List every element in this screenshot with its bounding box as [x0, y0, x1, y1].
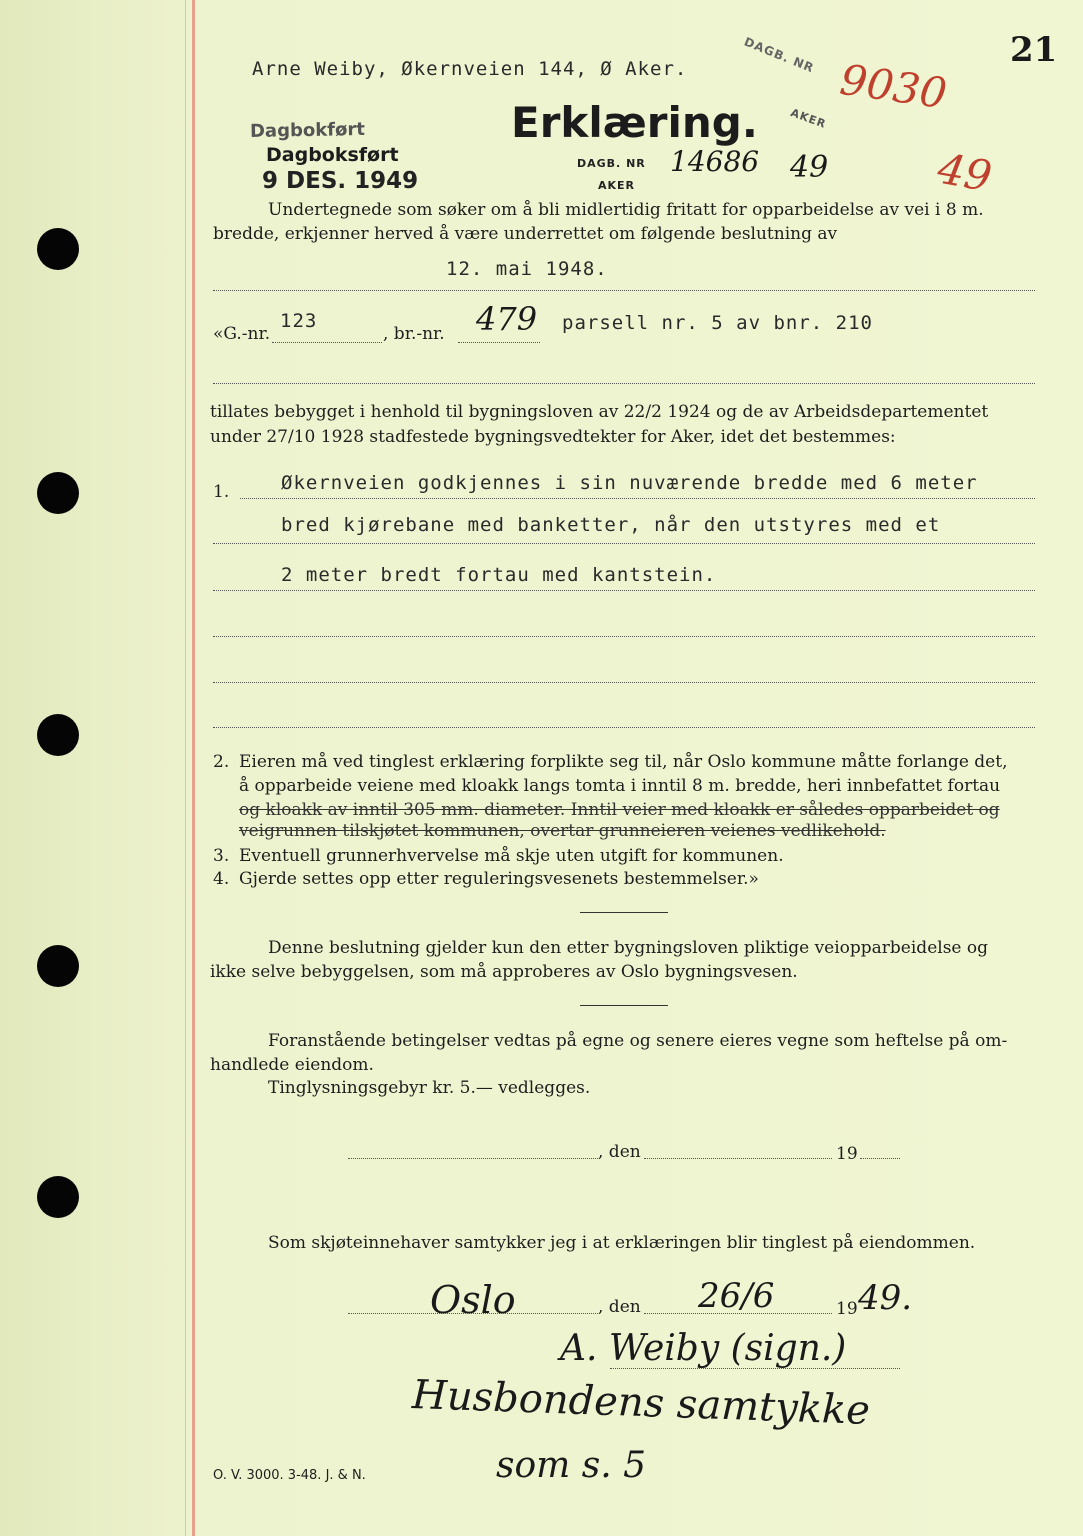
condition-4-text: Gjerde settes opp etter reguleringsvesenets bestemmelser.»: [239, 869, 759, 889]
condition-2-line-1: Eieren må ved tinglest erklæring forplikte seg til, når Oslo kommune måtte forlange det,: [239, 752, 1008, 772]
dotted-line: [213, 383, 1035, 384]
separator: [580, 912, 668, 913]
permission-line-1: tillates bebygget i henhold til bygningsloven av 22/2 1924 og de av Arbeidsdepartementet: [210, 402, 989, 422]
dagbok-stamp: Dagboksført: [266, 144, 399, 166]
dagbok-year: 49: [790, 150, 829, 185]
building-line-1: Denne beslutning gjelder kun den etter bygningsloven pliktige veiopparbeidelse og: [268, 938, 988, 958]
consent-date: 26/6: [698, 1276, 775, 1316]
gnr-value: 123: [280, 310, 318, 332]
year-label: 19: [836, 1144, 858, 1164]
condition-1-line-3: 2 meter bredt fortau med kantstein.: [281, 564, 717, 586]
terms-line-3: Tinglysningsgebyr kr. 5.— vedlegges.: [268, 1078, 591, 1098]
dagbok-date-stamp: 9 DES. 1949: [262, 168, 419, 194]
condition-2-number: 2.: [213, 752, 230, 772]
separator: [580, 1005, 668, 1006]
signature-field: [610, 1368, 900, 1369]
form-code: O. V. 3000. 3-48. J. & N.: [213, 1468, 366, 1483]
place-field: [348, 1313, 598, 1314]
condition-1-number: 1.: [213, 482, 230, 502]
condition-4-number: 4.: [213, 869, 230, 889]
parsell-text: parsell nr. 5 av bnr. 210: [562, 312, 873, 334]
consent-place: Oslo: [430, 1278, 516, 1322]
faint-stamp: DAGB. NR: [742, 34, 817, 76]
consent-den-label: , den: [598, 1297, 641, 1317]
condition-2-line-3-struck: og kloakk av inntil 305 mm. diameter. Inntil veier med kloakk er således opparbeidet og: [239, 800, 1000, 820]
punch-hole: [37, 1176, 79, 1218]
dotted-line: [213, 590, 1035, 591]
dotted-line: [213, 290, 1035, 291]
applicant-line: Arne Weiby, Økernveien 144, Ø Aker.: [252, 58, 688, 80]
dagbok-number: 14686: [670, 145, 760, 178]
bnr-value: 479: [476, 300, 538, 338]
red-year: 49: [934, 143, 996, 202]
place-field: [348, 1158, 598, 1159]
permission-line-2: under 27/10 1928 stadfestede bygningsvedtekter for Aker, idet det bestemmes:: [210, 427, 896, 447]
terms-line-2: handlede eiendom.: [210, 1055, 374, 1075]
spouse-consent: Husbondens samtykke: [411, 1372, 871, 1434]
punch-hole: [37, 714, 79, 756]
dagbok-number-label: DAGB. NR: [577, 157, 646, 170]
dotted-line: [213, 682, 1035, 683]
decision-date: 12. mai 1948.: [446, 258, 608, 280]
condition-2-line-2: å opparbeide veiene med kloakk langs tomta i inntil 8 m. bredde, heri innbefattet fortau: [239, 776, 1001, 796]
gnr-label: «G.-nr.: [213, 324, 271, 344]
consent-year: 49.: [858, 1278, 913, 1318]
condition-3-text: Eventuell grunnerhvervelse må skje uten utgift for kommunen.: [239, 846, 784, 866]
den-label: , den: [598, 1142, 641, 1162]
corner-mark: 21: [1010, 30, 1058, 70]
punch-hole: [37, 472, 79, 514]
punch-hole: [37, 228, 79, 270]
spouse-ref: som s. 5: [496, 1445, 646, 1486]
year-field: [860, 1158, 900, 1159]
intro-line-2: bredde, erkjenner herved å være underrettet om følgende beslutning av: [213, 224, 838, 244]
condition-1-line-2: bred kjørebane med banketter, når den utstyres med et: [281, 514, 941, 536]
punch-hole: [37, 945, 79, 987]
building-line-2: ikke selve bebyggelsen, som må approberes av Oslo bygningsvesen.: [210, 962, 798, 982]
document-title: Erklæring.: [511, 98, 758, 147]
condition-1-line-1: Økernveien godkjennes i sin nuværende bredde med 6 meter: [281, 472, 978, 494]
date-field: [644, 1158, 832, 1159]
condition-2-line-4-struck: veigrunnen tilskjøtet kommunen, overtar grunneieren veienes vedlikehold.: [239, 821, 886, 841]
dotted-line: [213, 727, 1035, 728]
dotted-line: [458, 342, 540, 343]
red-margin-line: [192, 0, 195, 1536]
dotted-line: [213, 636, 1035, 637]
dagbok-stamp-faint: Dagbokført: [249, 118, 366, 143]
consent-year-prefix: 19: [836, 1299, 858, 1319]
signature: A. Weiby (sign.): [560, 1328, 847, 1369]
intro-line-1: Undertegnede som søker om å bli midlertidig fritatt for opparbeidelse av vei i 8 m.: [268, 200, 984, 220]
aker-label: AKER: [598, 179, 636, 192]
red-number: 9030: [837, 54, 950, 119]
dotted-line: [213, 543, 1035, 544]
faint-stamp-aker: AKER: [788, 106, 829, 131]
condition-3-number: 3.: [213, 846, 230, 866]
dotted-line: [240, 498, 1035, 499]
dotted-line: [272, 342, 382, 343]
consent-text: Som skjøteinnehaver samtykker jeg i at erklæringen blir tinglest på eiendommen.: [268, 1233, 976, 1253]
bnr-label: , br.-nr.: [383, 324, 445, 344]
terms-line-1: Foranstående betingelser vedtas på egne og senere eieres vegne som heftelse på om-: [268, 1031, 1008, 1051]
date-field: [644, 1313, 832, 1314]
margin-guide: [185, 0, 186, 1536]
